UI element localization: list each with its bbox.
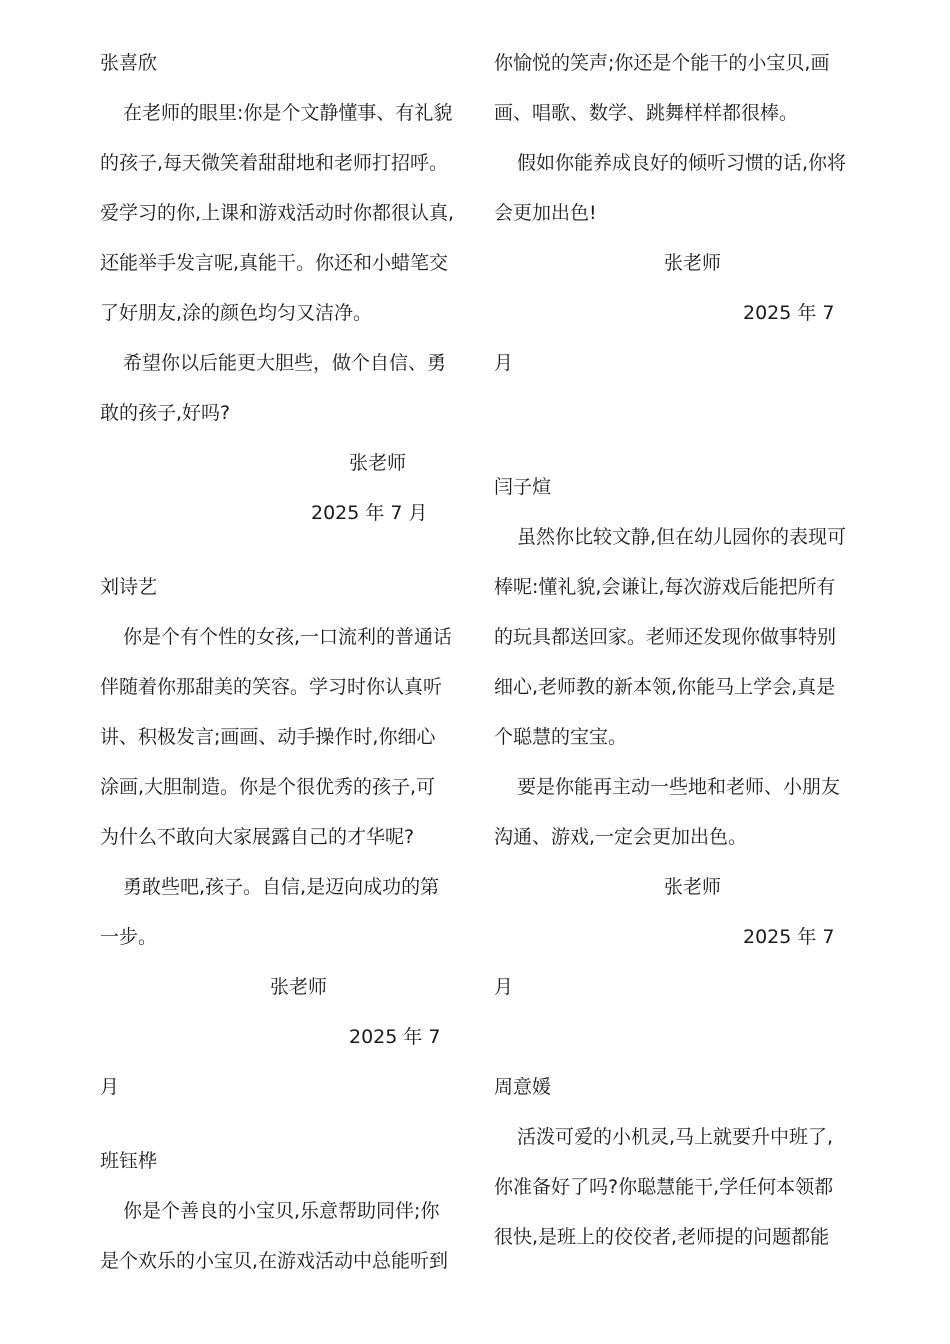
paragraph-line: 细心,老师教的新本领,你能马上学会,真是 [494, 676, 836, 698]
paragraph-line: 在老师的眼里:你是个文静懂事、有礼貌 [123, 102, 453, 124]
paragraph-line: 的玩具都送回家。老师还发现你做事特别 [494, 626, 837, 648]
paragraph-line: 讲、积极发言;画画、动手操作时,你细心 [100, 726, 436, 748]
paragraph-line: 希望你以后能更大胆些，做个自信、勇 [123, 352, 447, 374]
date-continuation: 月 [100, 1076, 120, 1098]
paragraph-line: 了好朋友,涂的颜色均匀又洁净。 [100, 302, 373, 324]
signature: 张老师 [270, 976, 328, 998]
paragraph-line: 还能举手发言呢,真能干。你还和小蜡笔交 [100, 252, 449, 274]
student-name: 张喜欣 [100, 52, 158, 74]
paragraph-line: 你是个有个性的女孩,一口流利的普通话 [123, 626, 453, 648]
paragraph-line: 很快,是班上的佼佼者,老师提的问题都能 [494, 1226, 830, 1248]
paragraph-line: 是个欢乐的小宝贝,在游戏活动中总能听到 [100, 1250, 449, 1272]
paragraph-line: 你是个善良的小宝贝,乐意帮助同伴;你 [123, 1200, 440, 1222]
date: 2025 年 7 月 [311, 502, 428, 524]
signature: 张老师 [349, 452, 407, 474]
paragraph-line: 涂画,大胆制造。你是个很优秀的孩子,可 [100, 776, 436, 798]
paragraph-line: 爱学习的你,上课和游戏活动时你都很认真, [100, 202, 455, 224]
student-name: 刘诗艺 [100, 576, 158, 598]
paragraph-line: 你愉悦的笑声;你还是个能干的小宝贝,画 [494, 52, 830, 74]
student-name: 班钰桦 [100, 1150, 158, 1172]
date-continuation: 月 [494, 352, 514, 374]
date: 2025 年 7 [743, 302, 835, 324]
paragraph-line: 伴随着你那甜美的笑容。学习时你认真听 [100, 676, 443, 698]
paragraph-line: 画、唱歌、数学、跳舞样样都很棒。 [494, 102, 799, 124]
paragraph-line: 要是你能再主动一些地和老师、小朋友 [517, 776, 841, 798]
paragraph-line: 你准备好了吗?你聪慧能干,学任何本领都 [494, 1176, 834, 1198]
paragraph-line: 假如你能养成良好的倾听习惯的话,你将 [517, 152, 847, 174]
left-column [100, 38, 455, 1286]
paragraph-line: 的孩子,每天微笑着甜甜地和老师打招呼。 [100, 152, 449, 174]
paragraph-line: 一步。 [100, 926, 158, 948]
student-name: 周意媛 [494, 1076, 552, 1098]
paragraph-line: 虽然你比较文静,但在幼儿园你的表现可 [517, 526, 847, 548]
date: 2025 年 7 [349, 1026, 441, 1048]
student-name: 闫子煊 [494, 476, 552, 498]
paragraph-line: 勇敢些吧,孩子。自信,是迈向成功的第 [123, 876, 440, 898]
date-continuation: 月 [494, 976, 514, 998]
signature: 张老师 [664, 252, 722, 274]
signature: 张老师 [664, 876, 722, 898]
right-column [494, 38, 850, 1262]
date: 2025 年 7 [743, 926, 835, 948]
paragraph-line: 敢的孩子,好吗? [100, 402, 231, 424]
paragraph-line: 为什么不敢向大家展露自己的才华呢? [100, 826, 415, 848]
paragraph-line: 棒呢:懂礼貌,会谦让,每次游戏后能把所有 [494, 576, 836, 598]
paragraph-line: 个聪慧的宝宝。 [494, 726, 628, 748]
paragraph-line: 沟通、游戏,一定会更加出色。 [494, 826, 748, 848]
paragraph-line: 会更加出色! [494, 202, 597, 224]
paragraph-line: 活泼可爱的小机灵,马上就要升中班了, [517, 1126, 834, 1148]
